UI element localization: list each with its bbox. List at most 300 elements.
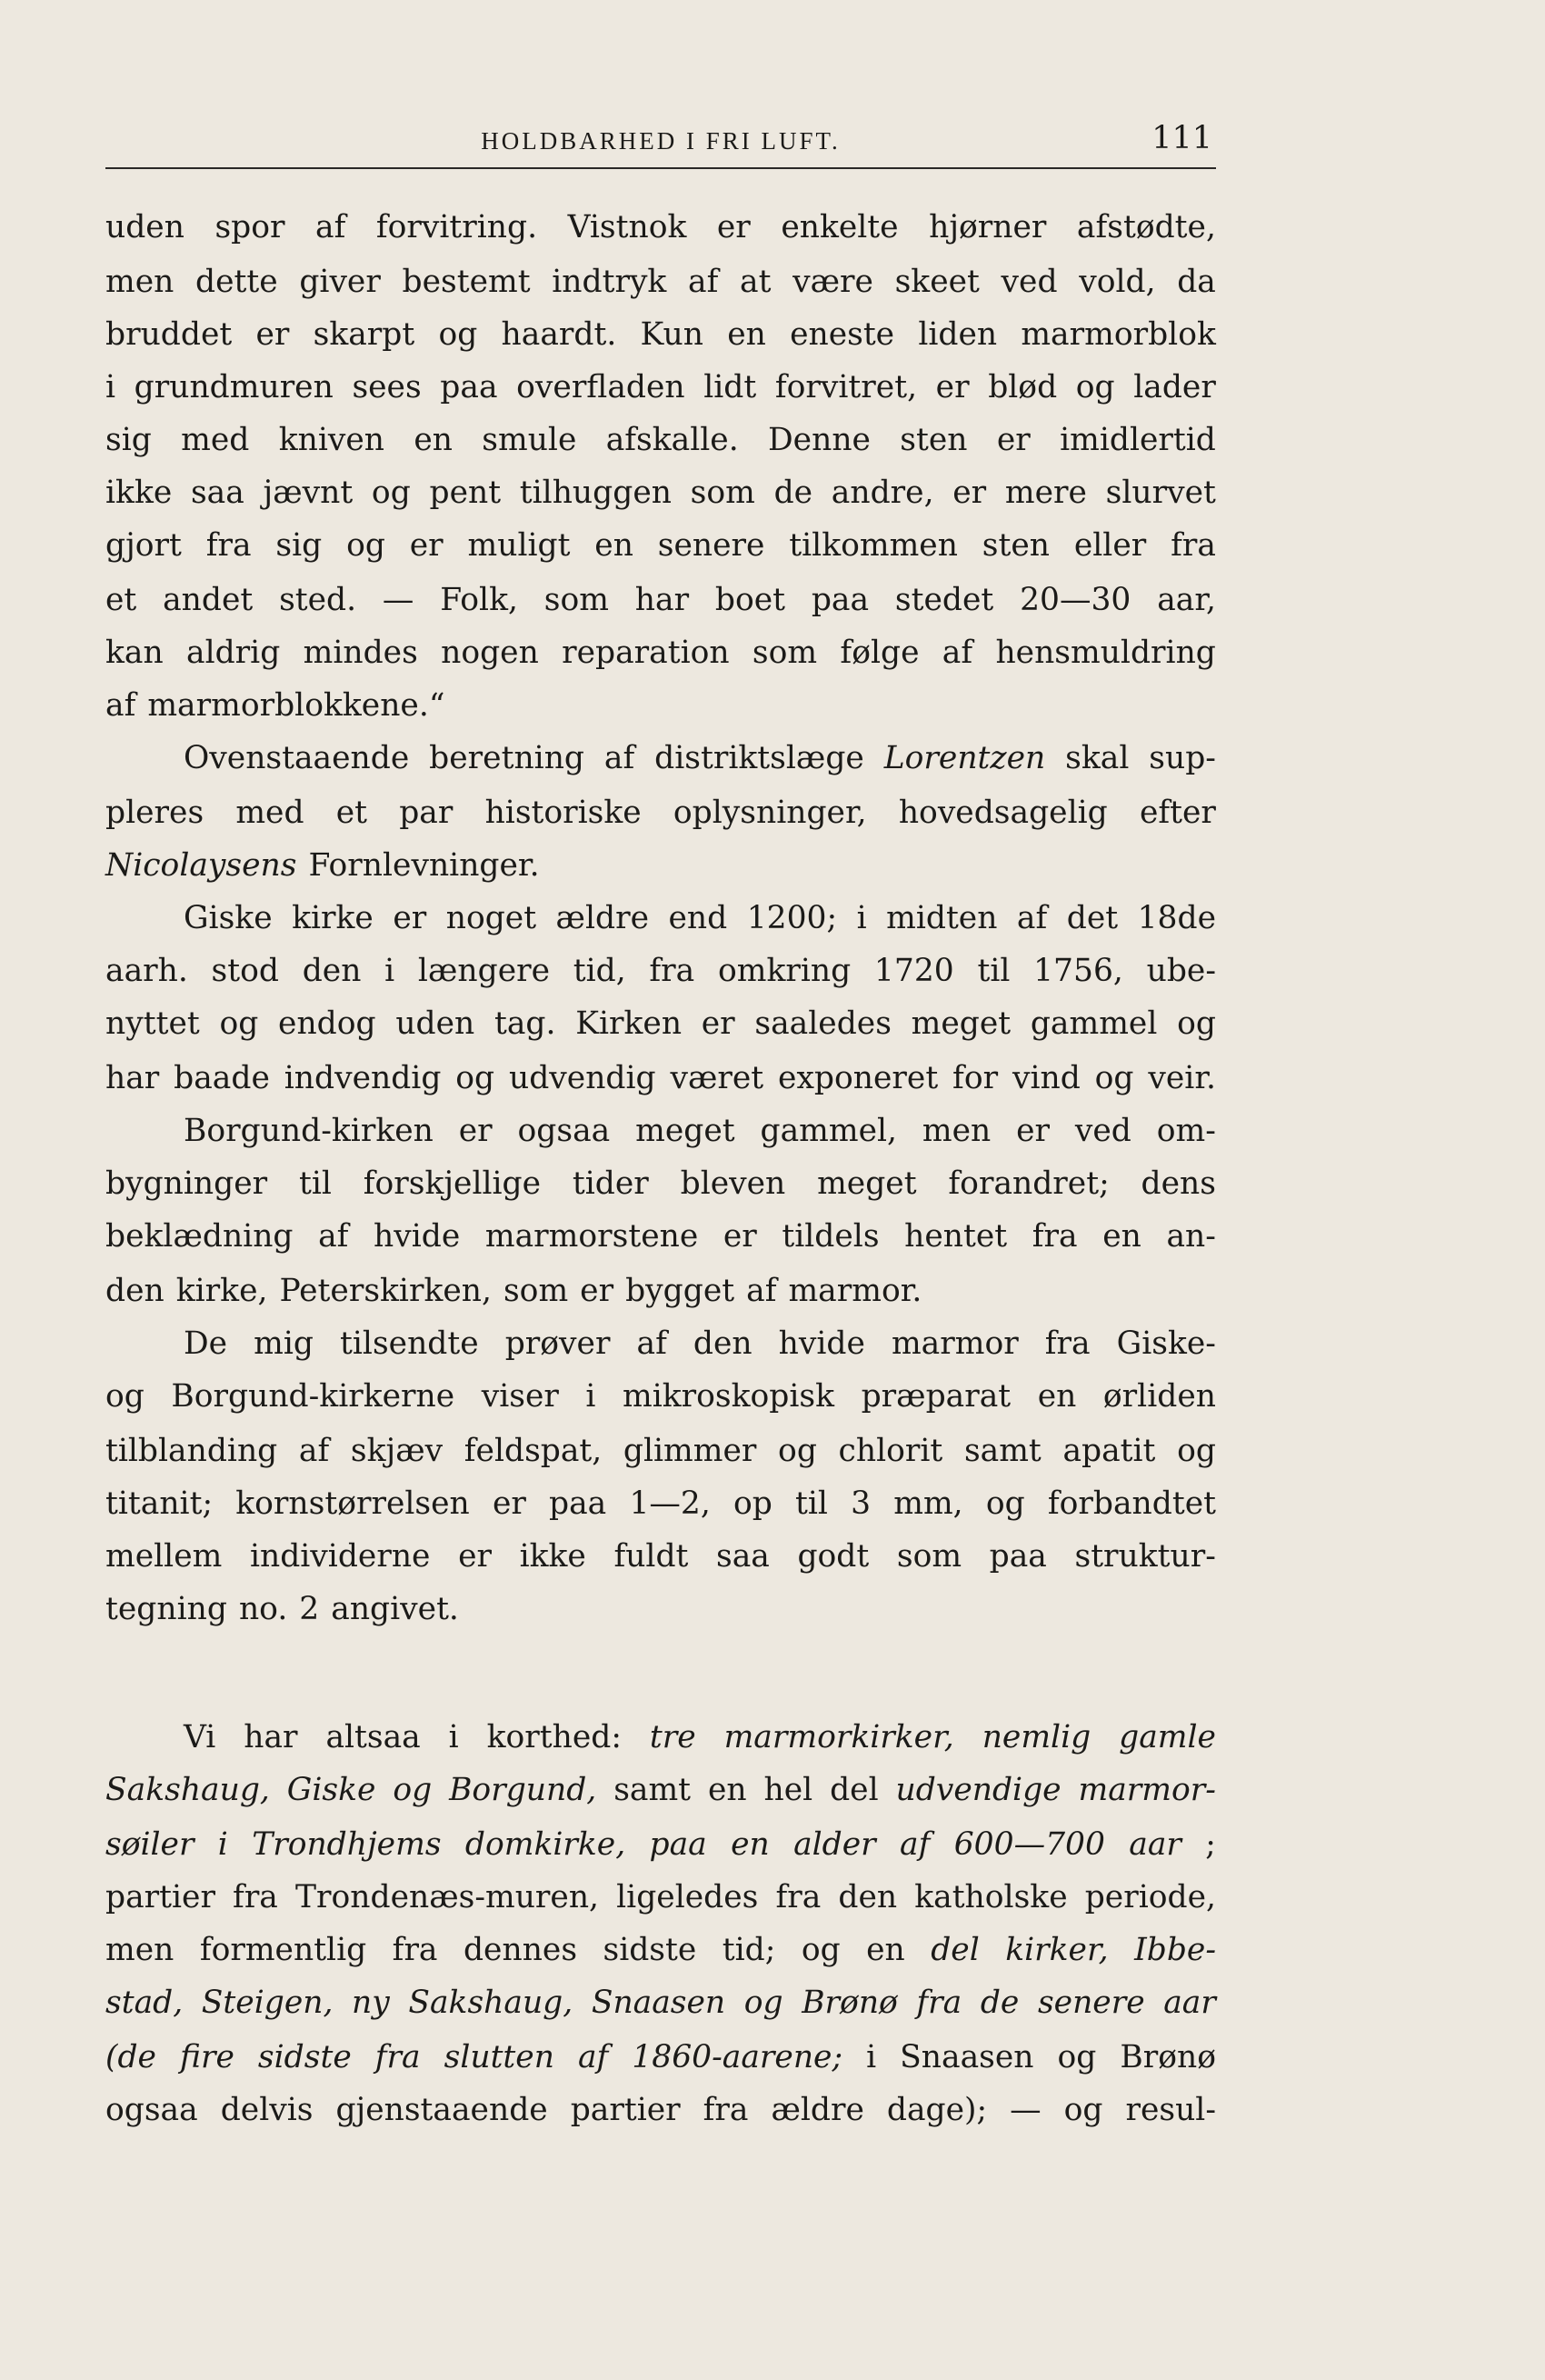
word: kirke,	[175, 1273, 268, 1309]
word: en	[1037, 1378, 1077, 1415]
word: og	[1094, 1060, 1134, 1096]
page-number: 111	[1151, 120, 1212, 156]
text-line	[105, 630, 1216, 675]
word: partier	[570, 2092, 681, 2128]
word: ogsaa	[105, 2092, 198, 2128]
text-line	[105, 312, 1216, 357]
word: en	[727, 316, 766, 353]
text-line	[105, 1481, 1216, 1526]
word: et	[105, 582, 137, 618]
word: Trondhjems	[252, 1826, 442, 1863]
word: slutten	[444, 2039, 554, 2075]
word: er	[723, 1218, 757, 1255]
word: sten	[900, 422, 968, 458]
word: fra	[703, 2092, 749, 2128]
word: bleven	[680, 1165, 786, 1202]
word: gammel	[1030, 1005, 1158, 1042]
word: aar,	[1157, 582, 1216, 618]
word: en	[707, 1772, 747, 1808]
word: Giske-	[1116, 1325, 1216, 1362]
word: fra	[205, 527, 252, 564]
word: til	[977, 953, 1011, 989]
word: og	[346, 527, 385, 564]
text-line	[105, 1001, 1216, 1046]
word: skeet	[894, 264, 980, 300]
word: og	[1063, 2092, 1103, 2128]
word: længere	[417, 953, 551, 989]
word: individerne	[249, 1538, 431, 1575]
word: enkelte	[781, 209, 899, 245]
word: og	[1177, 1005, 1216, 1042]
word: andre,	[831, 475, 934, 511]
word: kornstørrelsen	[235, 1485, 470, 1522]
text-line	[105, 1534, 1216, 1579]
word: af	[318, 1218, 349, 1255]
word: fra	[1044, 1325, 1091, 1362]
word: midten	[886, 900, 998, 936]
word: er	[996, 422, 1031, 458]
word: aarh.	[105, 953, 188, 989]
word: at	[740, 264, 772, 300]
word: Lorentzen	[883, 740, 1046, 776]
word: 1—2,	[629, 1485, 711, 1522]
text-line	[105, 1161, 1216, 1206]
text-line	[105, 1268, 1216, 1314]
word: af	[746, 1273, 777, 1309]
word: skjæv	[350, 1433, 444, 1469]
word: historiske	[484, 795, 642, 831]
word: sidste	[603, 1932, 697, 1968]
word: De	[184, 1325, 228, 1362]
word: af	[688, 264, 719, 300]
word: Sakshaug,	[408, 1985, 573, 2021]
word: kirke	[292, 900, 374, 936]
text-line	[105, 683, 1216, 728]
word: den	[302, 953, 362, 989]
word: tilblanding	[105, 1433, 278, 1469]
word: 18de	[1137, 900, 1216, 936]
word: af	[577, 2039, 609, 2075]
word: er	[255, 316, 290, 353]
word: Brønø	[802, 1985, 898, 2021]
word: af	[105, 687, 136, 724]
text-line	[105, 1875, 1216, 1920]
word: hovedsagelig	[898, 795, 1108, 831]
text-line	[105, 1374, 1216, 1419]
word: tilhuggen	[519, 475, 672, 511]
word: marmorstene	[484, 1218, 699, 1255]
word: fra	[233, 1879, 278, 1915]
word: og	[371, 475, 411, 511]
word: saaledes	[754, 1005, 892, 1042]
word: indvendig	[284, 1060, 442, 1096]
text-line	[105, 1586, 1216, 1632]
word: ørliden	[1102, 1378, 1216, 1415]
word: meget	[817, 1165, 917, 1202]
word: har	[244, 1719, 298, 1755]
text-line	[105, 577, 1216, 623]
word: pent	[429, 475, 502, 511]
word: indtryk	[552, 264, 667, 300]
word: sidste	[257, 2039, 352, 2075]
word: dette	[195, 264, 278, 300]
word: i	[866, 2039, 877, 2075]
word: præparat	[861, 1378, 1012, 1415]
word: som	[896, 1538, 962, 1575]
word: afstødte,	[1076, 209, 1216, 245]
word: af	[1016, 900, 1048, 936]
word: sig	[105, 422, 152, 458]
word: Denne	[768, 422, 871, 458]
word: beretning	[429, 740, 585, 776]
text-line	[184, 895, 1216, 941]
word: —	[1010, 2092, 1042, 2128]
word: partier	[105, 1879, 215, 1915]
word: de	[773, 475, 813, 511]
word: Borgund-kirkerne	[171, 1378, 455, 1415]
word: distriktslæge	[654, 740, 864, 776]
word: slurvet	[1105, 475, 1216, 511]
word: fra	[916, 1985, 962, 2021]
word: bygninger	[105, 1165, 268, 1202]
word: og	[1057, 2039, 1097, 2075]
word: par	[399, 795, 454, 831]
word: og	[1075, 369, 1115, 405]
word: og	[1177, 1433, 1216, 1469]
word: prøver	[504, 1325, 611, 1362]
word: tilsendte	[340, 1325, 479, 1362]
word: ligeledes	[616, 1879, 759, 1915]
word: reparation	[562, 635, 730, 671]
word: tider	[572, 1165, 649, 1202]
word: Steigen,	[201, 1985, 334, 2021]
word: da	[1177, 264, 1216, 300]
word: stad,	[105, 1985, 184, 2021]
word: gamle	[1119, 1719, 1216, 1755]
word: 2	[299, 1591, 320, 1627]
word: ogsaa	[517, 1113, 611, 1149]
word: om-	[1156, 1113, 1216, 1149]
word: exponeret	[778, 1060, 939, 1096]
word: stod	[211, 953, 279, 989]
word: 1720	[873, 953, 954, 989]
text-line	[105, 2035, 1216, 2080]
running-title: HOLDBARHED I FRI LUFT.	[481, 127, 841, 155]
word: den	[105, 1273, 164, 1309]
word: meget	[911, 1005, 1012, 1042]
page-header	[105, 120, 1216, 167]
header-rule	[105, 167, 1216, 169]
text-line	[105, 1980, 1216, 2025]
word: udvendig	[508, 1060, 656, 1096]
word: paa	[549, 1485, 607, 1522]
word: er	[458, 1538, 492, 1575]
word: altsaa	[325, 1719, 421, 1755]
text-line	[105, 790, 1216, 835]
word: haardt.	[501, 316, 617, 353]
word: afskalle.	[605, 422, 739, 458]
word: sig	[275, 527, 323, 564]
word: jævnt	[263, 475, 354, 511]
word: alder	[793, 1826, 876, 1863]
word: Snaasen	[591, 1985, 726, 2021]
word: 1756,	[1033, 953, 1123, 989]
word: stedet	[894, 582, 994, 618]
text-line	[105, 1055, 1216, 1101]
word: fire	[179, 2039, 234, 2075]
word: Fornlevninger.	[308, 847, 540, 884]
word: 600—700	[953, 1826, 1105, 1863]
word: som	[543, 582, 609, 618]
word: fuldt	[613, 1538, 689, 1575]
word: titanit;	[105, 1485, 214, 1522]
word: med	[181, 422, 250, 458]
word: i	[384, 953, 395, 989]
word: fra	[775, 1879, 822, 1915]
word: forandret;	[948, 1165, 1110, 1202]
word: en	[414, 422, 453, 458]
word: er	[458, 1113, 493, 1149]
word: fra	[1032, 1218, 1078, 1255]
word: hensmuldring	[995, 635, 1216, 671]
text-line	[105, 259, 1216, 305]
text-line	[105, 417, 1216, 463]
word: og	[219, 1005, 259, 1042]
word: end	[668, 900, 728, 936]
word: fra	[374, 2039, 421, 2075]
word: en	[594, 527, 633, 564]
word: struktur-	[1074, 1538, 1216, 1575]
word: marmor.	[788, 1273, 922, 1309]
text-line	[105, 365, 1216, 410]
word: været	[670, 1060, 764, 1096]
word: og	[743, 1985, 783, 2021]
word: Vi	[184, 1719, 216, 1755]
word: oplysninger,	[673, 795, 867, 831]
word: marmorblokkene.“	[147, 687, 445, 724]
word: ny	[352, 1985, 390, 2021]
word: paa	[649, 1826, 707, 1863]
word: er	[1016, 1113, 1051, 1149]
word: i	[217, 1826, 228, 1863]
word: Borgund,	[449, 1772, 597, 1808]
word: med	[235, 795, 304, 831]
word: aar	[1129, 1826, 1181, 1863]
word: er	[393, 900, 427, 936]
word: tegning	[105, 1591, 227, 1627]
word: nemlig	[982, 1719, 1091, 1755]
word: vind	[1012, 1060, 1081, 1096]
word: følge	[840, 635, 920, 671]
word: fra	[1171, 527, 1216, 564]
text-line	[105, 843, 1216, 888]
word: feldspat,	[464, 1433, 603, 1469]
word: angivet.	[331, 1591, 459, 1627]
word: og	[801, 1932, 841, 1968]
word: i	[856, 900, 867, 936]
word: vold,	[1079, 264, 1156, 300]
word: forvitring.	[375, 209, 538, 245]
word: som	[503, 1273, 569, 1309]
word: være	[792, 264, 873, 300]
word: og	[438, 316, 478, 353]
word: af	[603, 740, 635, 776]
word: chlorit	[838, 1433, 943, 1469]
word: spor	[214, 209, 285, 245]
word: lader	[1133, 369, 1216, 405]
word: (de	[105, 2039, 156, 2075]
text-line	[184, 735, 1216, 781]
word: pleres	[105, 795, 204, 831]
word: marmorkirker,	[723, 1719, 954, 1755]
word: er	[952, 475, 987, 511]
word: ikke	[105, 475, 173, 511]
word: forbandtet	[1047, 1485, 1216, 1522]
text-line	[105, 470, 1216, 515]
word: muligt	[467, 527, 571, 564]
word: uden	[105, 209, 184, 245]
word: dage);	[886, 2092, 988, 2128]
word: no.	[238, 1591, 288, 1627]
word: paa	[440, 369, 498, 405]
word: har	[634, 582, 690, 618]
word: hjørner	[929, 209, 1047, 245]
word: sup-	[1149, 740, 1216, 776]
word: andet	[163, 582, 254, 618]
word: hvide	[778, 1325, 865, 1362]
word: grundmuren	[134, 369, 334, 405]
word: kniven	[278, 422, 384, 458]
word: dennes	[463, 1932, 578, 1968]
word: giver	[299, 264, 381, 300]
word: Nicolaysens	[105, 847, 297, 884]
word: mere	[1004, 475, 1087, 511]
text-line	[105, 205, 1216, 250]
word: af	[636, 1325, 667, 1362]
word: aldrig	[186, 635, 281, 671]
word: for	[952, 1060, 999, 1096]
word: men	[105, 264, 174, 300]
word: Kirken	[575, 1005, 683, 1042]
word: tre	[649, 1719, 696, 1755]
word: overfladen	[516, 369, 685, 405]
word: veir.	[1148, 1060, 1216, 1096]
word: samt	[963, 1433, 1042, 1469]
word: paa	[989, 1538, 1047, 1575]
word: ved	[1074, 1113, 1131, 1149]
word: søiler	[105, 1826, 194, 1863]
word: er	[492, 1485, 526, 1522]
word: gjort	[105, 527, 182, 564]
word: aar	[1163, 1985, 1216, 2021]
word: tid;	[722, 1932, 776, 1968]
word: mindes	[303, 635, 418, 671]
word: hentet	[904, 1218, 1008, 1255]
word: men	[922, 1113, 992, 1149]
word: del	[931, 1932, 980, 1968]
word: af	[900, 1826, 931, 1863]
word: meget	[635, 1113, 735, 1149]
word: senere	[657, 527, 765, 564]
word: omkring	[717, 953, 852, 989]
word: marmor	[891, 1325, 1019, 1362]
word: efter	[1139, 795, 1216, 831]
word: noget	[445, 900, 537, 936]
word: det	[1066, 900, 1119, 936]
word: en	[1102, 1218, 1141, 1255]
word: nogen	[441, 635, 539, 671]
word: har	[105, 1060, 160, 1096]
word: skal	[1065, 740, 1130, 776]
word: endog	[278, 1005, 376, 1042]
word: Brønø	[1120, 2039, 1216, 2075]
word: gammel,	[760, 1113, 897, 1149]
word: lidt	[703, 369, 757, 405]
word: tilkommen	[789, 527, 958, 564]
word: senere	[1037, 1985, 1145, 2021]
word: korthed:	[486, 1719, 622, 1755]
word: mm,	[893, 1485, 963, 1522]
text-line	[105, 523, 1216, 568]
word: Ibbe-	[1134, 1932, 1216, 1968]
word: og	[778, 1433, 817, 1469]
word: til	[795, 1485, 828, 1522]
word: baade	[174, 1060, 270, 1096]
word: ved	[1001, 264, 1058, 300]
word: beklædning	[105, 1218, 294, 1255]
word: en	[866, 1932, 905, 1968]
word: tildels	[782, 1218, 880, 1255]
word: 3	[851, 1485, 872, 1522]
word: men	[105, 1932, 174, 1968]
word: bygget	[625, 1273, 735, 1309]
word: forvitret,	[774, 369, 918, 405]
word: Ovenstaaende	[184, 740, 410, 776]
word: Peterskirken,	[279, 1273, 492, 1309]
word: saa	[716, 1538, 770, 1575]
word: bestemt	[402, 264, 531, 300]
word: Folk,	[440, 582, 518, 618]
word: eller	[1073, 527, 1147, 564]
word: delvis	[220, 2092, 314, 2128]
text-line	[105, 2087, 1216, 2133]
word: saa	[190, 475, 244, 511]
word: Sakshaug,	[105, 1772, 270, 1808]
word: periode,	[1084, 1879, 1216, 1915]
text-line	[184, 1108, 1216, 1154]
text-line	[184, 1715, 1216, 1760]
word: kirker,	[1005, 1932, 1109, 1968]
word: kan	[105, 635, 164, 671]
word: apatit	[1062, 1433, 1156, 1469]
word: op	[733, 1485, 772, 1522]
word: ikke	[519, 1538, 586, 1575]
word: glimmer	[623, 1433, 757, 1469]
word: ;	[1205, 1826, 1216, 1863]
word: Vistnok	[567, 209, 687, 245]
word: er	[580, 1273, 614, 1309]
text-line	[105, 1927, 1216, 1973]
word: 1200;	[746, 900, 838, 936]
word: af	[315, 209, 346, 245]
word: ældre	[771, 2092, 864, 2128]
word: er	[701, 1005, 735, 1042]
word: sted.	[279, 582, 357, 618]
word: sten	[982, 527, 1050, 564]
word: og	[393, 1772, 433, 1808]
word: af	[298, 1433, 330, 1469]
word: 20—30	[1020, 582, 1131, 618]
